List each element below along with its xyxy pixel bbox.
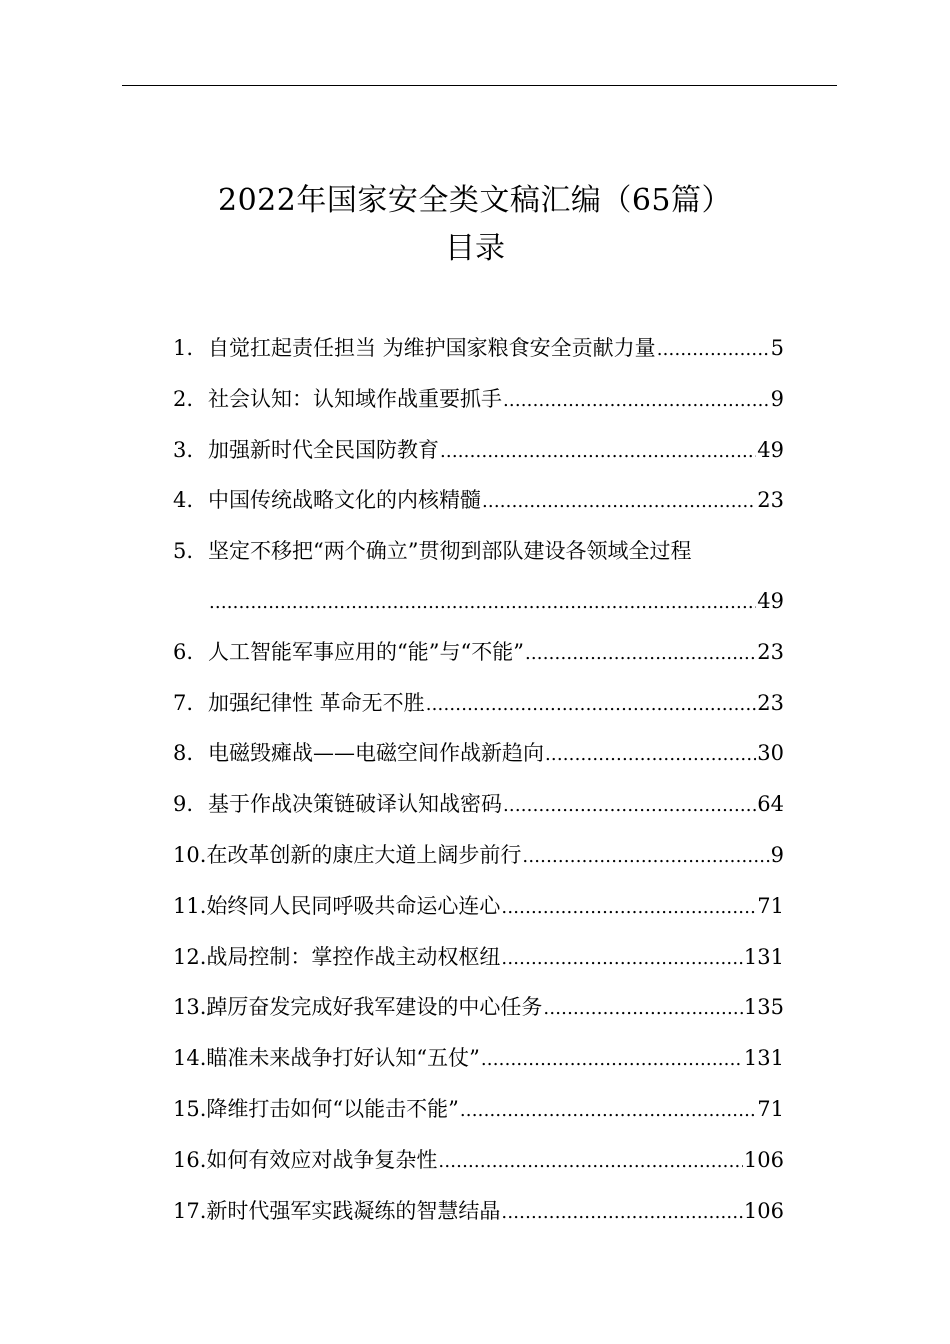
toc-leader-dots (501, 1188, 743, 1238)
toc-entry-number: 1. (173, 336, 194, 360)
toc-entry-page: 131 (743, 1046, 784, 1071)
toc-entry-title[interactable]: 战局控制：掌控作战主动权枢纽 (206, 944, 501, 969)
toc-entry-number: 9. (173, 792, 194, 817)
header-rule (122, 85, 837, 86)
toc-entry-page: 49 (757, 437, 784, 462)
toc-entry[interactable] (173, 1034, 793, 1085)
toc-entry-title[interactable]: 基于作战决策链破译认知战密码 (208, 792, 502, 817)
toc-entry[interactable] (173, 729, 793, 780)
toc-entry-page: 23 (757, 639, 784, 664)
toc-entry-title[interactable]: 电磁毁瘫战——电磁空间作战新趋向 (208, 741, 544, 766)
toc-leader-dots (543, 984, 743, 1034)
toc-entry[interactable] (173, 1085, 793, 1136)
toc-entry-title[interactable]: 踔厉奋发完成好我军建设的中心任务 (206, 995, 543, 1020)
toc-entry[interactable] (173, 983, 793, 1034)
toc-entry[interactable] (173, 324, 793, 375)
toc-entry-page: 135 (743, 995, 784, 1020)
toc-entry[interactable] (173, 1187, 793, 1238)
toc-leader-dots (525, 629, 756, 679)
toc-entry-page: 106 (743, 1147, 784, 1172)
toc-entry-title[interactable]: 始终同人民同呼吸共命运心连心 (206, 893, 501, 918)
toc-entry-number: 7. (173, 690, 194, 715)
toc-entry-page: 106 (743, 1198, 784, 1223)
toc-entry-title[interactable]: 人工智能军事应用的“能”与“不能” (208, 639, 524, 664)
toc-entry-title[interactable]: 降维打击如何“以能击不能” (206, 1096, 459, 1121)
toc-entry[interactable] (173, 628, 793, 679)
toc-entry-number: 12. (173, 944, 207, 969)
toc-entry-title[interactable]: 加强新时代全民国防教育 (208, 437, 439, 462)
title-block (0, 178, 950, 272)
toc-leader-dots (440, 427, 756, 477)
toc-entry[interactable] (173, 933, 793, 984)
toc-entry-number: 16. (173, 1147, 207, 1172)
toc-entry-number: 15. (173, 1096, 207, 1121)
toc-entry[interactable] (173, 426, 793, 477)
toc-entry-title[interactable]: 社会认知：认知域作战重要抓手 (208, 386, 502, 411)
toc-entry-page: 23 (757, 690, 784, 715)
toc-entry-number: 3. (173, 437, 194, 462)
toc-entry-title[interactable]: 新时代强军实践凝练的智慧结晶 (206, 1198, 501, 1223)
toc-entry-number: 4. (173, 488, 194, 513)
toc-leader-dots (503, 376, 770, 426)
toc-leader-dots (501, 883, 756, 933)
toc-entry-number: 8. (173, 741, 194, 766)
toc-entry-number: 13. (173, 995, 207, 1020)
toc-leader-dots (522, 832, 769, 882)
toc-entry-number: 6. (173, 639, 194, 664)
toc-leader-dots (657, 325, 770, 375)
toc-entry-number: 14. (173, 1046, 207, 1071)
table-of-contents (173, 324, 793, 1237)
toc-entry-page: 9 (770, 842, 784, 867)
toc-entry-page: 23 (757, 488, 784, 513)
toc-leader-dots (545, 730, 756, 780)
toc-leader-dots (482, 477, 756, 527)
toc-leader-dots (426, 680, 757, 730)
toc-entry-page: 64 (757, 792, 784, 817)
toc-entry-page: 5 (770, 336, 784, 360)
toc-entry-page: 71 (757, 1096, 784, 1121)
toc-entry[interactable] (173, 679, 793, 730)
toc-entry-title[interactable]: 在改革创新的康庄大道上阔步前行 (206, 842, 522, 867)
toc-entry-title[interactable]: 中国传统战略文化的内核精髓 (208, 488, 481, 513)
toc-entry[interactable] (173, 1136, 793, 1187)
toc-entry-title[interactable]: 自觉扛起责任担当 为维护国家粮食安全贡献力量 (208, 336, 656, 360)
toc-entry-number: 10. (173, 842, 207, 867)
toc-leader-dots (503, 781, 756, 831)
toc-entry-page: 131 (743, 944, 784, 969)
toc-entry-title[interactable]: 加强纪律性 革命无不胜 (208, 690, 425, 715)
toc-entry-number: 2. (173, 386, 194, 411)
toc-entry-page: 49 (757, 588, 784, 613)
toc-entry-number: 11. (173, 893, 207, 918)
toc-entry[interactable] (173, 882, 793, 933)
toc-leader-dots (209, 578, 756, 628)
toc-entry[interactable] (173, 476, 793, 527)
toc-entry-page: 9 (770, 386, 784, 411)
toc-entry-page: 30 (757, 741, 784, 766)
document-title: 2022年国家安全类文稿汇编（65篇） (217, 183, 733, 218)
toc-leader-dots (501, 934, 743, 984)
toc-entry-title[interactable]: 坚定不移把“两个确立”贯彻到部队建设各领域全过程 (208, 539, 692, 564)
toc-leader-dots (438, 1137, 743, 1187)
toc-entry[interactable] (173, 375, 793, 426)
toc-entry[interactable] (173, 831, 793, 882)
toc-entry-number: 17. (173, 1198, 207, 1223)
toc-leader-dots (460, 1086, 756, 1136)
toc-leader-dots (481, 1035, 743, 1085)
toc-entry[interactable] (173, 780, 793, 831)
toc-entry-title[interactable]: 如何有效应对战争复杂性 (206, 1147, 438, 1172)
toc-entry-title[interactable]: 瞄准未来战争打好认知“五仗” (206, 1046, 480, 1071)
toc-heading: 目录 (445, 231, 505, 266)
toc-entry[interactable] (173, 527, 793, 628)
toc-entry-number: 5. (173, 539, 194, 564)
toc-entry-page: 71 (757, 893, 784, 918)
